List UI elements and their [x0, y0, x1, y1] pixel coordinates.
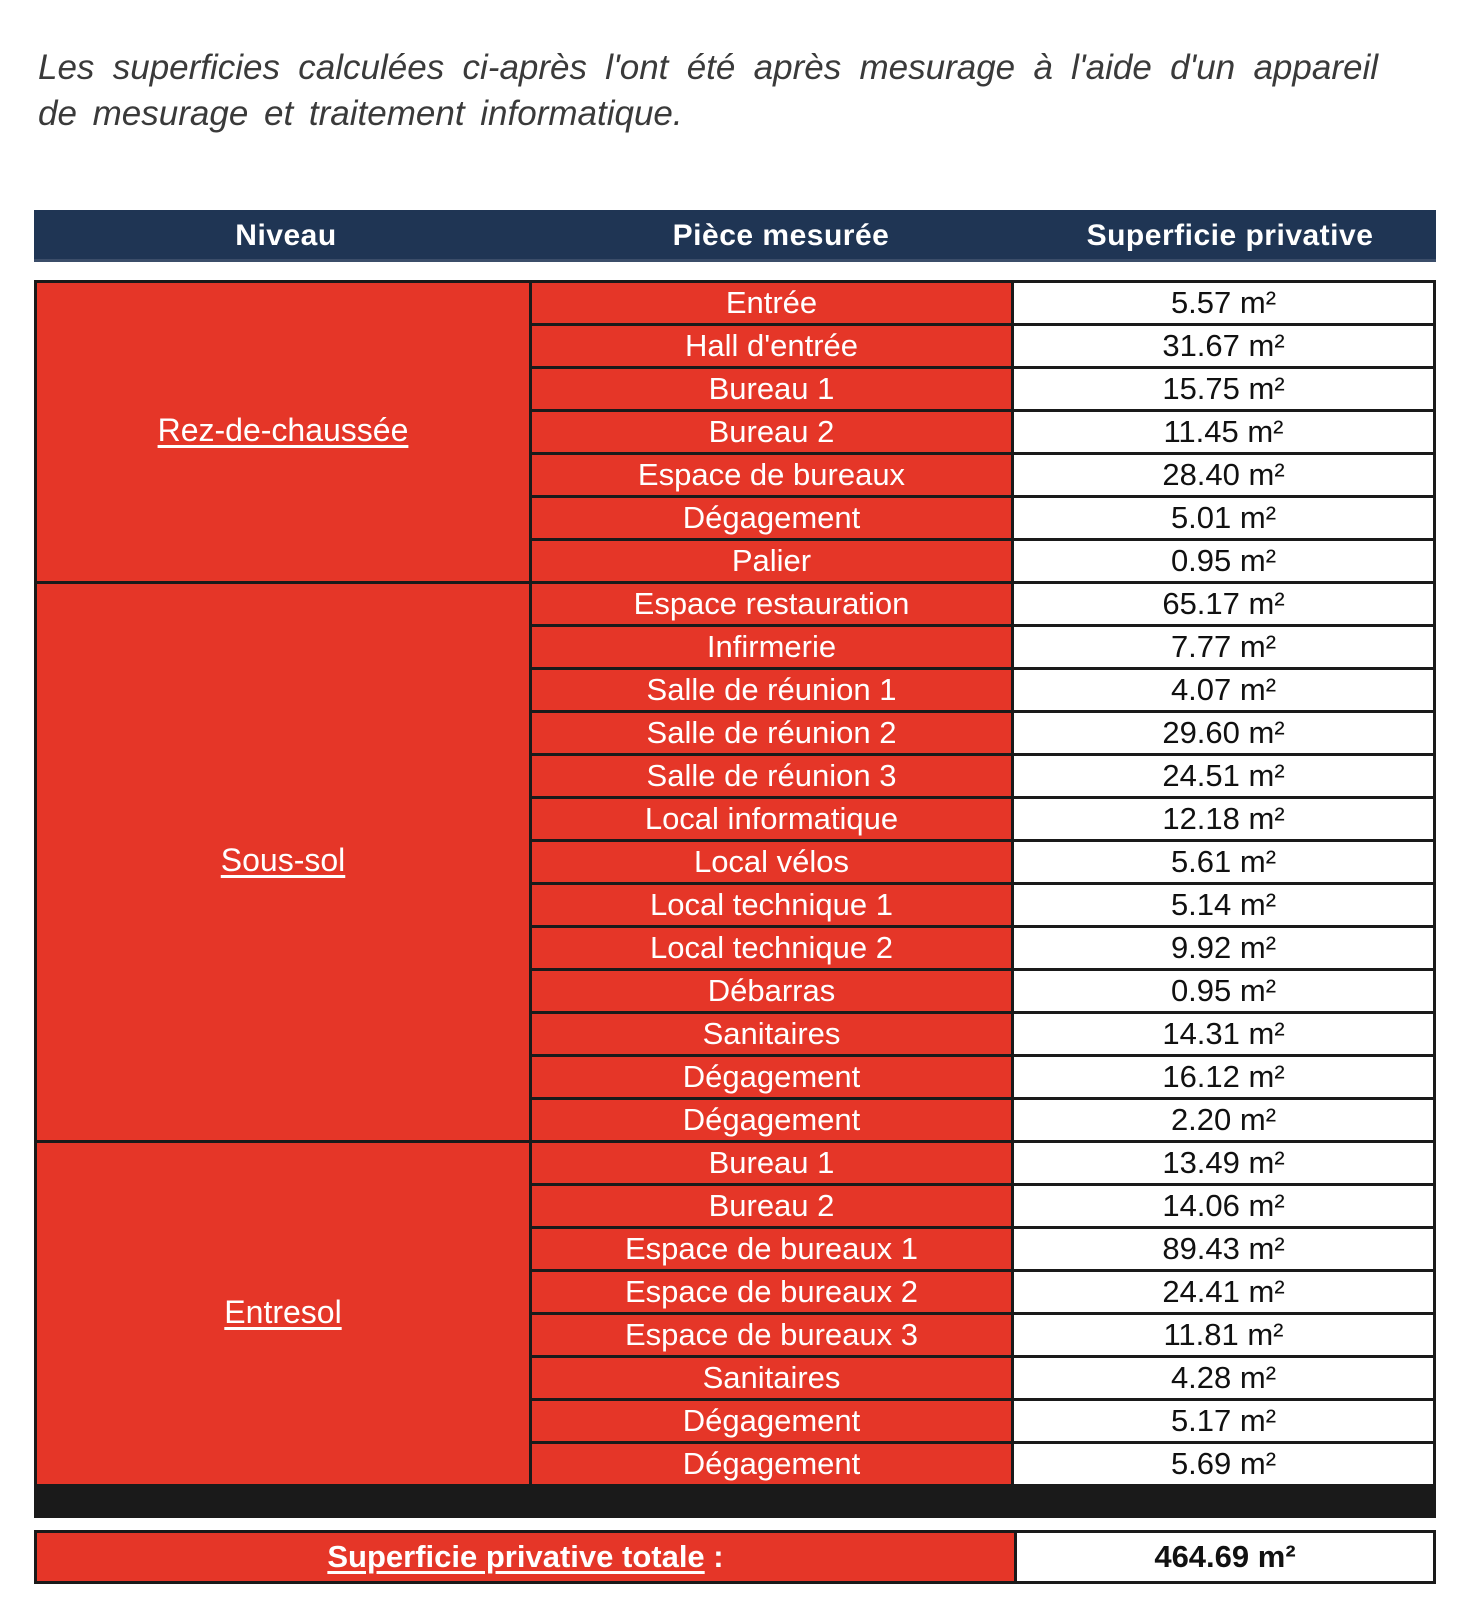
room-name-cell: Local informatique — [532, 799, 1011, 839]
room-area-cell: 28.40 m² — [1014, 455, 1433, 495]
level-label: Entresol — [224, 1293, 342, 1330]
surface-table — [34, 280, 1436, 1518]
header-niveau: Niveau — [235, 219, 337, 252]
room-area-cell: 7.77 m² — [1014, 627, 1433, 667]
room-name-cell: Espace de bureaux 3 — [532, 1315, 1011, 1355]
room-name-cell: Sanitaires — [532, 1014, 1011, 1054]
room-name-cell: Dégagement — [532, 1100, 1011, 1140]
room-area-cell: 5.01 m² — [1014, 498, 1433, 538]
room-name-cell: Débarras — [532, 971, 1011, 1011]
room-area-cell: 0.95 m² — [1014, 541, 1433, 581]
room-name-cell: Sanitaires — [532, 1358, 1011, 1398]
room-area-cell: 29.60 m² — [1014, 713, 1433, 753]
total-label-cell — [37, 1533, 1014, 1581]
room-name-cell: Bureau 1 — [532, 1143, 1011, 1183]
room-area-cell: 11.81 m² — [1014, 1315, 1433, 1355]
room-name-cell: Local vélos — [532, 842, 1011, 882]
room-area-cell: 11.45 m² — [1014, 412, 1433, 452]
room-name-cell: Dégagement — [532, 1401, 1011, 1441]
room-area-cell: 14.06 m² — [1014, 1186, 1433, 1226]
room-area-cell: 15.75 m² — [1014, 369, 1433, 409]
room-area-cell: 31.67 m² — [1014, 326, 1433, 366]
room-name-cell: Bureau 2 — [532, 1186, 1011, 1226]
room-name-cell: Espace de bureaux 1 — [532, 1229, 1011, 1269]
room-name-cell: Palier — [532, 541, 1011, 581]
room-name-cell: Infirmerie — [532, 627, 1011, 667]
total-row — [34, 1530, 1436, 1584]
total-label-suffix: : — [704, 1539, 724, 1574]
room-area-cell: 5.61 m² — [1014, 842, 1433, 882]
room-area-cell: 65.17 m² — [1014, 584, 1433, 624]
room-area-cell: 5.17 m² — [1014, 1401, 1433, 1441]
header-superficie-privative: Superficie privative — [1086, 219, 1374, 252]
level-label: Rez-de-chaussée — [157, 412, 409, 448]
header-piece-mesuree: Pièce mesurée — [672, 219, 890, 252]
table-header — [34, 210, 1436, 262]
total-value: 464.69 m² — [1017, 1533, 1433, 1581]
total-label: Superficie privative totale — [327, 1539, 705, 1574]
room-name-cell: Local technique 1 — [532, 885, 1011, 925]
room-name-cell: Local technique 2 — [532, 928, 1011, 968]
level-cell — [37, 283, 529, 581]
level-cell — [37, 584, 529, 1140]
room-area-cell: 9.92 m² — [1014, 928, 1433, 968]
room-area-cell: 5.57 m² — [1014, 283, 1433, 323]
room-name-cell: Bureau 1 — [532, 369, 1011, 409]
room-area-cell: 13.49 m² — [1014, 1143, 1433, 1183]
room-area-cell: 2.20 m² — [1014, 1100, 1433, 1140]
room-name-cell: Entrée — [532, 283, 1011, 323]
room-area-cell: 16.12 m² — [1014, 1057, 1433, 1097]
room-area-cell: 0.95 m² — [1014, 971, 1433, 1011]
room-area-cell: 4.28 m² — [1014, 1358, 1433, 1398]
room-name-cell: Bureau 2 — [532, 412, 1011, 452]
room-name-cell: Espace de bureaux — [532, 455, 1011, 495]
room-area-cell: 89.43 m² — [1014, 1229, 1433, 1269]
room-name-cell: Hall d'entrée — [532, 326, 1011, 366]
room-name-cell: Salle de réunion 3 — [532, 756, 1011, 796]
intro-paragraph: Les superficies calculées ci-après l'ont été après mesurage à l'aide d'un appareil de mesurage et traitement informatique. — [38, 48, 1378, 133]
room-name-cell: Espace restauration — [532, 584, 1011, 624]
room-name-cell: Salle de réunion 1 — [532, 670, 1011, 710]
room-name-cell: Dégagement — [532, 498, 1011, 538]
level-cell — [37, 1143, 529, 1484]
room-area-cell: 5.69 m² — [1014, 1444, 1433, 1484]
room-area-cell: 14.31 m² — [1014, 1014, 1433, 1054]
room-name-cell: Dégagement — [532, 1057, 1011, 1097]
room-area-cell: 12.18 m² — [1014, 799, 1433, 839]
level-label: Sous-sol — [220, 842, 346, 878]
room-area-cell: 5.14 m² — [1014, 885, 1433, 925]
room-area-cell: 4.07 m² — [1014, 670, 1433, 710]
room-name-cell: Espace de bureaux 2 — [532, 1272, 1011, 1312]
room-area-cell: 24.41 m² — [1014, 1272, 1433, 1312]
room-area-cell: 24.51 m² — [1014, 756, 1433, 796]
room-name-cell: Dégagement — [532, 1444, 1011, 1484]
room-name-cell: Salle de réunion 2 — [532, 713, 1011, 753]
